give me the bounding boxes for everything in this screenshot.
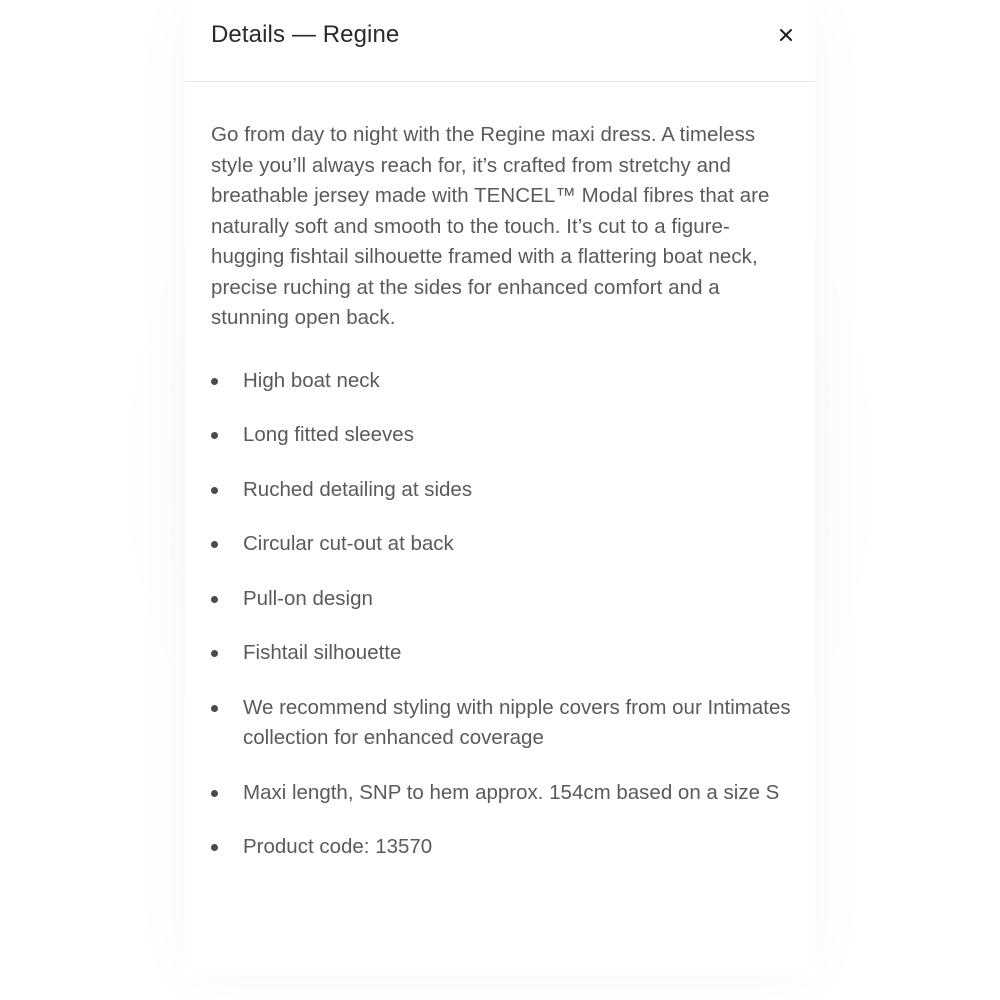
feature-item-silhouette [211, 638, 796, 669]
feature-label: High boat neck [243, 368, 380, 392]
feature-item-sleeves [211, 420, 796, 451]
feature-label: Fishtail silhouette [243, 641, 402, 664]
close-button[interactable] [773, 22, 799, 48]
bullet [211, 650, 218, 657]
feature-label: Product code: 13570 [243, 835, 433, 858]
bullet [211, 487, 218, 494]
feature-label: We recommend styling with nipple covers from our Intimates collection for enhanced coverage [243, 695, 791, 749]
feature-item-cut-out [211, 529, 796, 560]
bullet [211, 790, 218, 797]
bullet [211, 541, 218, 548]
panel-title: Details — Regine [211, 21, 400, 48]
feature-item-length [211, 778, 796, 809]
feature-label: Maxi length, SNP to hem approx. 154cm based on a size S [243, 780, 780, 804]
feature-item-boat-neck [211, 366, 796, 397]
bullet [211, 378, 218, 385]
feature-item-product-code [211, 832, 796, 863]
feature-item-styling-note [211, 693, 796, 754]
feature-list [211, 366, 796, 863]
product-description: Go from day to night with the Regine maxi dress. A timeless style you’ll always reach for, it’s crafted from stretchy and breathable jersey made with TENCEL™ Modal fibres that are naturally soft and smooth to the touch. It’s cut to a figure-hugging fishtail silhouette framed with a flattering boat neck, precise ruching at the sides for enhanced comfort and a stunning open back. [211, 123, 770, 329]
feature-item-ruching [211, 475, 796, 506]
feature-item-pull-on [211, 584, 796, 615]
bullet [211, 596, 218, 603]
feature-label: Circular cut-out at back [243, 532, 454, 555]
feature-label: Ruched detailing at sides [243, 477, 473, 501]
close-icon [773, 22, 799, 48]
bullet [211, 844, 218, 851]
panel-body [211, 120, 796, 887]
panel-header [185, 0, 815, 82]
details-panel [185, 0, 815, 975]
bullet [211, 432, 218, 439]
feature-label: Long fitted sleeves [243, 423, 414, 446]
bullet [211, 705, 218, 712]
feature-label: Pull-on design [243, 586, 373, 610]
